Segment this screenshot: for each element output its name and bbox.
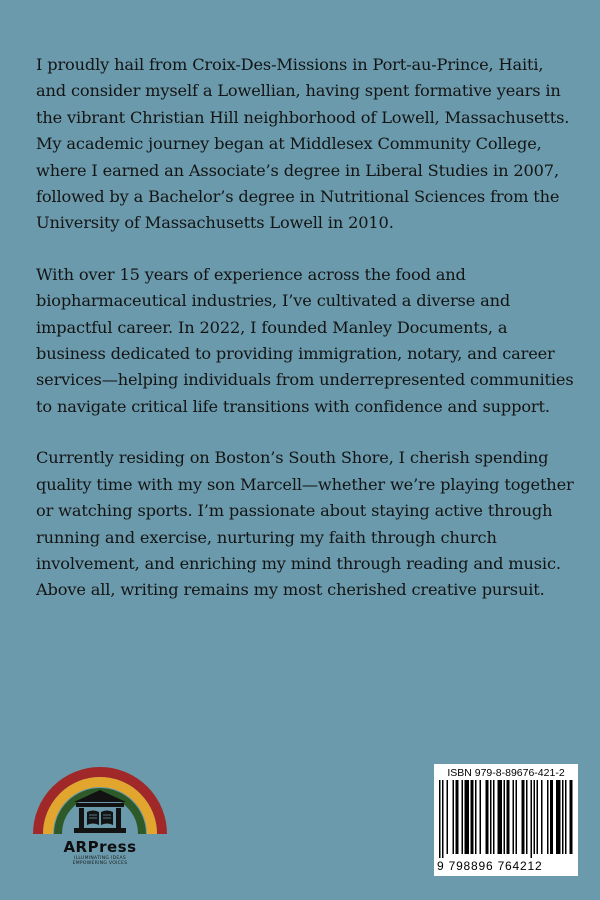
bio-paragraph-2: With over 15 years of experience across the food and biopharmaceutical industries, I’ve cultivated a diverse and impactful career. In 2022, I founded Manley Documents, a business dedicated to providing immigration, notary, and career services—helping individuals from underrepresented communities to navigate critical life transitions with confidence and support. [36, 264, 574, 416]
bio-paragraph-3: Currently residing on Boston’s South Shore, I cherish spending quality time with my son Marcell—whether we’re playing together or watching sports. I’m passionate about staying active through running and exercise, nurturing my faith through church involvement, and enriching my mind through reading and music. Above all, writing remains my most cherished creative pursuit. [36, 448, 574, 600]
author-bio [36, 52, 576, 629]
publisher-tagline-2: EMPOWERING VOICES [72, 861, 128, 866]
barcode-bars [439, 780, 573, 858]
publisher-tagline-1: ILLUMINATING IDEAS [73, 856, 127, 861]
bio-paragraph-1: I proudly hail from Croix-Des-Missions in Port-au-Prince, Haiti, and consider myself a Lowellian, having spent formative years in the vibrant Christian Hill neighborhood of Lowell, Massachusetts. My academic journey began at Middlesex Community College, where I earned an Associate’s degree in Liberal Studies in 2007, followed by a Bachelor’s degree in Nutritional Sciences from the University of Massachusetts Lowell in 2010. [36, 55, 570, 233]
isbn-label: ISBN 979-8-89676-421-2 [447, 767, 565, 779]
arpress-logo [32, 762, 152, 872]
barcode-digits: 9 798896 764212 [437, 859, 543, 873]
arpress-emblem [32, 762, 168, 842]
open-book-icon [87, 811, 113, 826]
publisher-name: ARPress [63, 838, 137, 856]
isbn-barcode [434, 764, 578, 876]
